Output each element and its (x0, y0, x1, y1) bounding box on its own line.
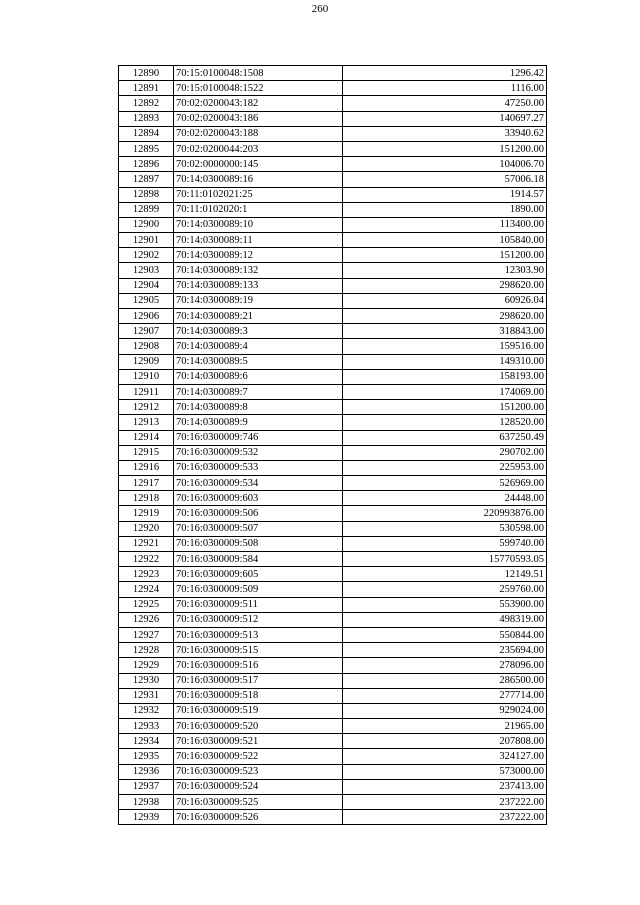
table-row (119, 415, 547, 430)
row-number-cell: 12925 (119, 597, 174, 612)
table-row (119, 719, 547, 734)
value-cell: 324127.00 (343, 749, 547, 764)
cadastral-number-cell: 70:14:0300089:6 (174, 369, 343, 384)
table-row (119, 293, 547, 308)
table-row (119, 627, 547, 642)
cadastral-number-cell: 70:16:0300009:534 (174, 476, 343, 491)
row-number-cell: 12907 (119, 324, 174, 339)
value-cell: 15770593.05 (343, 552, 547, 567)
cadastral-number-cell: 70:14:0300089:133 (174, 278, 343, 293)
row-number-cell: 12895 (119, 141, 174, 156)
value-cell: 12149.51 (343, 567, 547, 582)
cadastral-number-cell: 70:16:0300009:516 (174, 658, 343, 673)
cadastral-number-cell: 70:14:0300089:12 (174, 248, 343, 263)
cadastral-number-cell: 70:14:0300089:16 (174, 172, 343, 187)
row-number-cell: 12933 (119, 719, 174, 734)
row-number-cell: 12901 (119, 233, 174, 248)
row-number-cell: 12928 (119, 643, 174, 658)
value-cell: 104006.70 (343, 157, 547, 172)
cadastral-number-cell: 70:16:0300009:533 (174, 460, 343, 475)
row-number-cell: 12898 (119, 187, 174, 202)
cadastral-number-cell: 70:16:0300009:525 (174, 795, 343, 810)
table-row (119, 552, 547, 567)
value-cell: 207808.00 (343, 734, 547, 749)
cadastral-number-cell: 70:16:0300009:506 (174, 506, 343, 521)
table-row (119, 81, 547, 96)
table-row (119, 263, 547, 278)
table-row (119, 126, 547, 141)
value-cell: 637250.49 (343, 430, 547, 445)
cadastral-number-cell: 70:02:0000000:145 (174, 157, 343, 172)
row-number-cell: 12936 (119, 764, 174, 779)
cadastral-number-cell: 70:16:0300009:517 (174, 673, 343, 688)
table-row (119, 445, 547, 460)
table-row (119, 597, 547, 612)
value-cell: 235694.00 (343, 643, 547, 658)
table-row (119, 521, 547, 536)
row-number-cell: 12911 (119, 384, 174, 399)
value-cell: 573000.00 (343, 764, 547, 779)
table-row (119, 324, 547, 339)
page-number: 260 (311, 3, 329, 15)
table-row (119, 111, 547, 126)
table-row (119, 400, 547, 415)
value-cell: 526969.00 (343, 476, 547, 491)
value-cell: 237413.00 (343, 779, 547, 794)
table-row (119, 688, 547, 703)
value-cell: 929024.00 (343, 703, 547, 718)
table-row (119, 369, 547, 384)
cadastral-number-cell: 70:16:0300009:746 (174, 430, 343, 445)
cadastral-number-cell: 70:16:0300009:532 (174, 445, 343, 460)
table-row (119, 157, 547, 172)
cadastral-number-cell: 70:16:0300009:520 (174, 719, 343, 734)
table-row (119, 354, 547, 369)
table-row (119, 734, 547, 749)
table-row (119, 217, 547, 232)
row-number-cell: 12939 (119, 810, 174, 825)
cadastral-number-cell: 70:16:0300009:603 (174, 491, 343, 506)
row-number-cell: 12930 (119, 673, 174, 688)
value-cell: 105840.00 (343, 233, 547, 248)
row-number-cell: 12905 (119, 293, 174, 308)
table-row (119, 309, 547, 324)
value-cell: 220993876.00 (343, 506, 547, 521)
cadastral-number-cell: 70:02:0200044:203 (174, 141, 343, 156)
value-cell: 1914.57 (343, 187, 547, 202)
table-row (119, 779, 547, 794)
table-row (119, 202, 547, 217)
value-cell: 1116.00 (343, 81, 547, 96)
value-cell: 259760.00 (343, 582, 547, 597)
row-number-cell: 12891 (119, 81, 174, 96)
row-number-cell: 12893 (119, 111, 174, 126)
row-number-cell: 12899 (119, 202, 174, 217)
row-number-cell: 12931 (119, 688, 174, 703)
cadastral-number-cell: 70:14:0300089:21 (174, 309, 343, 324)
row-number-cell: 12926 (119, 612, 174, 627)
cadastral-number-cell: 70:16:0300009:509 (174, 582, 343, 597)
table-row (119, 567, 547, 582)
cadastral-number-cell: 70:16:0300009:507 (174, 521, 343, 536)
row-number-cell: 12904 (119, 278, 174, 293)
row-number-cell: 12927 (119, 627, 174, 642)
cadastral-number-cell: 70:14:0300089:132 (174, 263, 343, 278)
registry-table (118, 65, 547, 825)
value-cell: 47250.00 (343, 96, 547, 111)
table-row (119, 339, 547, 354)
value-cell: 140697.27 (343, 111, 547, 126)
value-cell: 1296.42 (343, 66, 547, 81)
cadastral-number-cell: 70:16:0300009:511 (174, 597, 343, 612)
value-cell: 57006.18 (343, 172, 547, 187)
table-row (119, 141, 547, 156)
row-number-cell: 12922 (119, 552, 174, 567)
cadastral-number-cell: 70:16:0300009:513 (174, 627, 343, 642)
value-cell: 237222.00 (343, 795, 547, 810)
value-cell: 286500.00 (343, 673, 547, 688)
row-number-cell: 12913 (119, 415, 174, 430)
cadastral-number-cell: 70:15:0100048:1522 (174, 81, 343, 96)
row-number-cell: 12892 (119, 96, 174, 111)
table-row (119, 703, 547, 718)
row-number-cell: 12919 (119, 506, 174, 521)
value-cell: 298620.00 (343, 278, 547, 293)
value-cell: 33940.62 (343, 126, 547, 141)
cadastral-number-cell: 70:14:0300089:10 (174, 217, 343, 232)
value-cell: 12303.90 (343, 263, 547, 278)
value-cell: 277714.00 (343, 688, 547, 703)
value-cell: 550844.00 (343, 627, 547, 642)
value-cell: 553900.00 (343, 597, 547, 612)
value-cell: 113400.00 (343, 217, 547, 232)
table-row (119, 506, 547, 521)
table-row (119, 612, 547, 627)
cadastral-number-cell: 70:16:0300009:519 (174, 703, 343, 718)
value-cell: 149310.00 (343, 354, 547, 369)
table-row (119, 764, 547, 779)
row-number-cell: 12894 (119, 126, 174, 141)
row-number-cell: 12916 (119, 460, 174, 475)
value-cell: 151200.00 (343, 141, 547, 156)
row-number-cell: 12915 (119, 445, 174, 460)
cadastral-number-cell: 70:14:0300089:19 (174, 293, 343, 308)
cadastral-number-cell: 70:02:0200043:186 (174, 111, 343, 126)
table-row (119, 66, 547, 81)
row-number-cell: 12932 (119, 703, 174, 718)
value-cell: 21965.00 (343, 719, 547, 734)
cadastral-number-cell: 70:16:0300009:518 (174, 688, 343, 703)
value-cell: 599740.00 (343, 536, 547, 551)
row-number-cell: 12914 (119, 430, 174, 445)
value-cell: 237222.00 (343, 810, 547, 825)
row-number-cell: 12923 (119, 567, 174, 582)
cadastral-number-cell: 70:02:0200043:182 (174, 96, 343, 111)
table-row (119, 233, 547, 248)
row-number-cell: 12902 (119, 248, 174, 263)
value-cell: 158193.00 (343, 369, 547, 384)
cadastral-number-cell: 70:14:0300089:7 (174, 384, 343, 399)
cadastral-number-cell: 70:16:0300009:526 (174, 810, 343, 825)
table-row (119, 248, 547, 263)
value-cell: 530598.00 (343, 521, 547, 536)
value-cell: 278096.00 (343, 658, 547, 673)
cadastral-number-cell: 70:15:0100048:1508 (174, 66, 343, 81)
value-cell: 318843.00 (343, 324, 547, 339)
table-row (119, 430, 547, 445)
row-number-cell: 12908 (119, 339, 174, 354)
table-row (119, 749, 547, 764)
cadastral-number-cell: 70:11:0102021:25 (174, 187, 343, 202)
cadastral-number-cell: 70:14:0300089:5 (174, 354, 343, 369)
table-row (119, 96, 547, 111)
table-row (119, 658, 547, 673)
value-cell: 174069.00 (343, 384, 547, 399)
table-row (119, 582, 547, 597)
cadastral-number-cell: 70:14:0300089:11 (174, 233, 343, 248)
row-number-cell: 12935 (119, 749, 174, 764)
cadastral-number-cell: 70:16:0300009:584 (174, 552, 343, 567)
cadastral-number-cell: 70:02:0200043:188 (174, 126, 343, 141)
registry-table-body (119, 66, 547, 825)
row-number-cell: 12900 (119, 217, 174, 232)
table-row (119, 536, 547, 551)
row-number-cell: 12903 (119, 263, 174, 278)
cadastral-number-cell: 70:16:0300009:515 (174, 643, 343, 658)
row-number-cell: 12917 (119, 476, 174, 491)
table-row (119, 491, 547, 506)
row-number-cell: 12897 (119, 172, 174, 187)
cadastral-number-cell: 70:14:0300089:9 (174, 415, 343, 430)
table-row (119, 643, 547, 658)
table-row (119, 187, 547, 202)
row-number-cell: 12937 (119, 779, 174, 794)
cadastral-number-cell: 70:11:0102020:1 (174, 202, 343, 217)
value-cell: 298620.00 (343, 309, 547, 324)
cadastral-number-cell: 70:16:0300009:522 (174, 749, 343, 764)
row-number-cell: 12890 (119, 66, 174, 81)
row-number-cell: 12912 (119, 400, 174, 415)
value-cell: 159516.00 (343, 339, 547, 354)
row-number-cell: 12918 (119, 491, 174, 506)
table-row (119, 460, 547, 475)
cadastral-number-cell: 70:16:0300009:508 (174, 536, 343, 551)
value-cell: 60926.04 (343, 293, 547, 308)
row-number-cell: 12934 (119, 734, 174, 749)
row-number-cell: 12929 (119, 658, 174, 673)
row-number-cell: 12921 (119, 536, 174, 551)
cadastral-number-cell: 70:14:0300089:8 (174, 400, 343, 415)
cadastral-number-cell: 70:14:0300089:3 (174, 324, 343, 339)
row-number-cell: 12920 (119, 521, 174, 536)
value-cell: 1890.00 (343, 202, 547, 217)
value-cell: 151200.00 (343, 400, 547, 415)
cadastral-number-cell: 70:16:0300009:523 (174, 764, 343, 779)
value-cell: 151200.00 (343, 248, 547, 263)
cadastral-number-cell: 70:14:0300089:4 (174, 339, 343, 354)
row-number-cell: 12924 (119, 582, 174, 597)
table-row (119, 172, 547, 187)
cadastral-number-cell: 70:16:0300009:521 (174, 734, 343, 749)
value-cell: 225953.00 (343, 460, 547, 475)
table-row (119, 795, 547, 810)
value-cell: 24448.00 (343, 491, 547, 506)
row-number-cell: 12910 (119, 369, 174, 384)
cadastral-number-cell: 70:16:0300009:605 (174, 567, 343, 582)
row-number-cell: 12909 (119, 354, 174, 369)
row-number-cell: 12896 (119, 157, 174, 172)
table-row (119, 384, 547, 399)
table-row (119, 278, 547, 293)
row-number-cell: 12906 (119, 309, 174, 324)
table-row (119, 673, 547, 688)
value-cell: 290702.00 (343, 445, 547, 460)
value-cell: 498319.00 (343, 612, 547, 627)
table-row (119, 810, 547, 825)
table-row (119, 476, 547, 491)
cadastral-number-cell: 70:16:0300009:512 (174, 612, 343, 627)
cadastral-number-cell: 70:16:0300009:524 (174, 779, 343, 794)
value-cell: 128520.00 (343, 415, 547, 430)
row-number-cell: 12938 (119, 795, 174, 810)
